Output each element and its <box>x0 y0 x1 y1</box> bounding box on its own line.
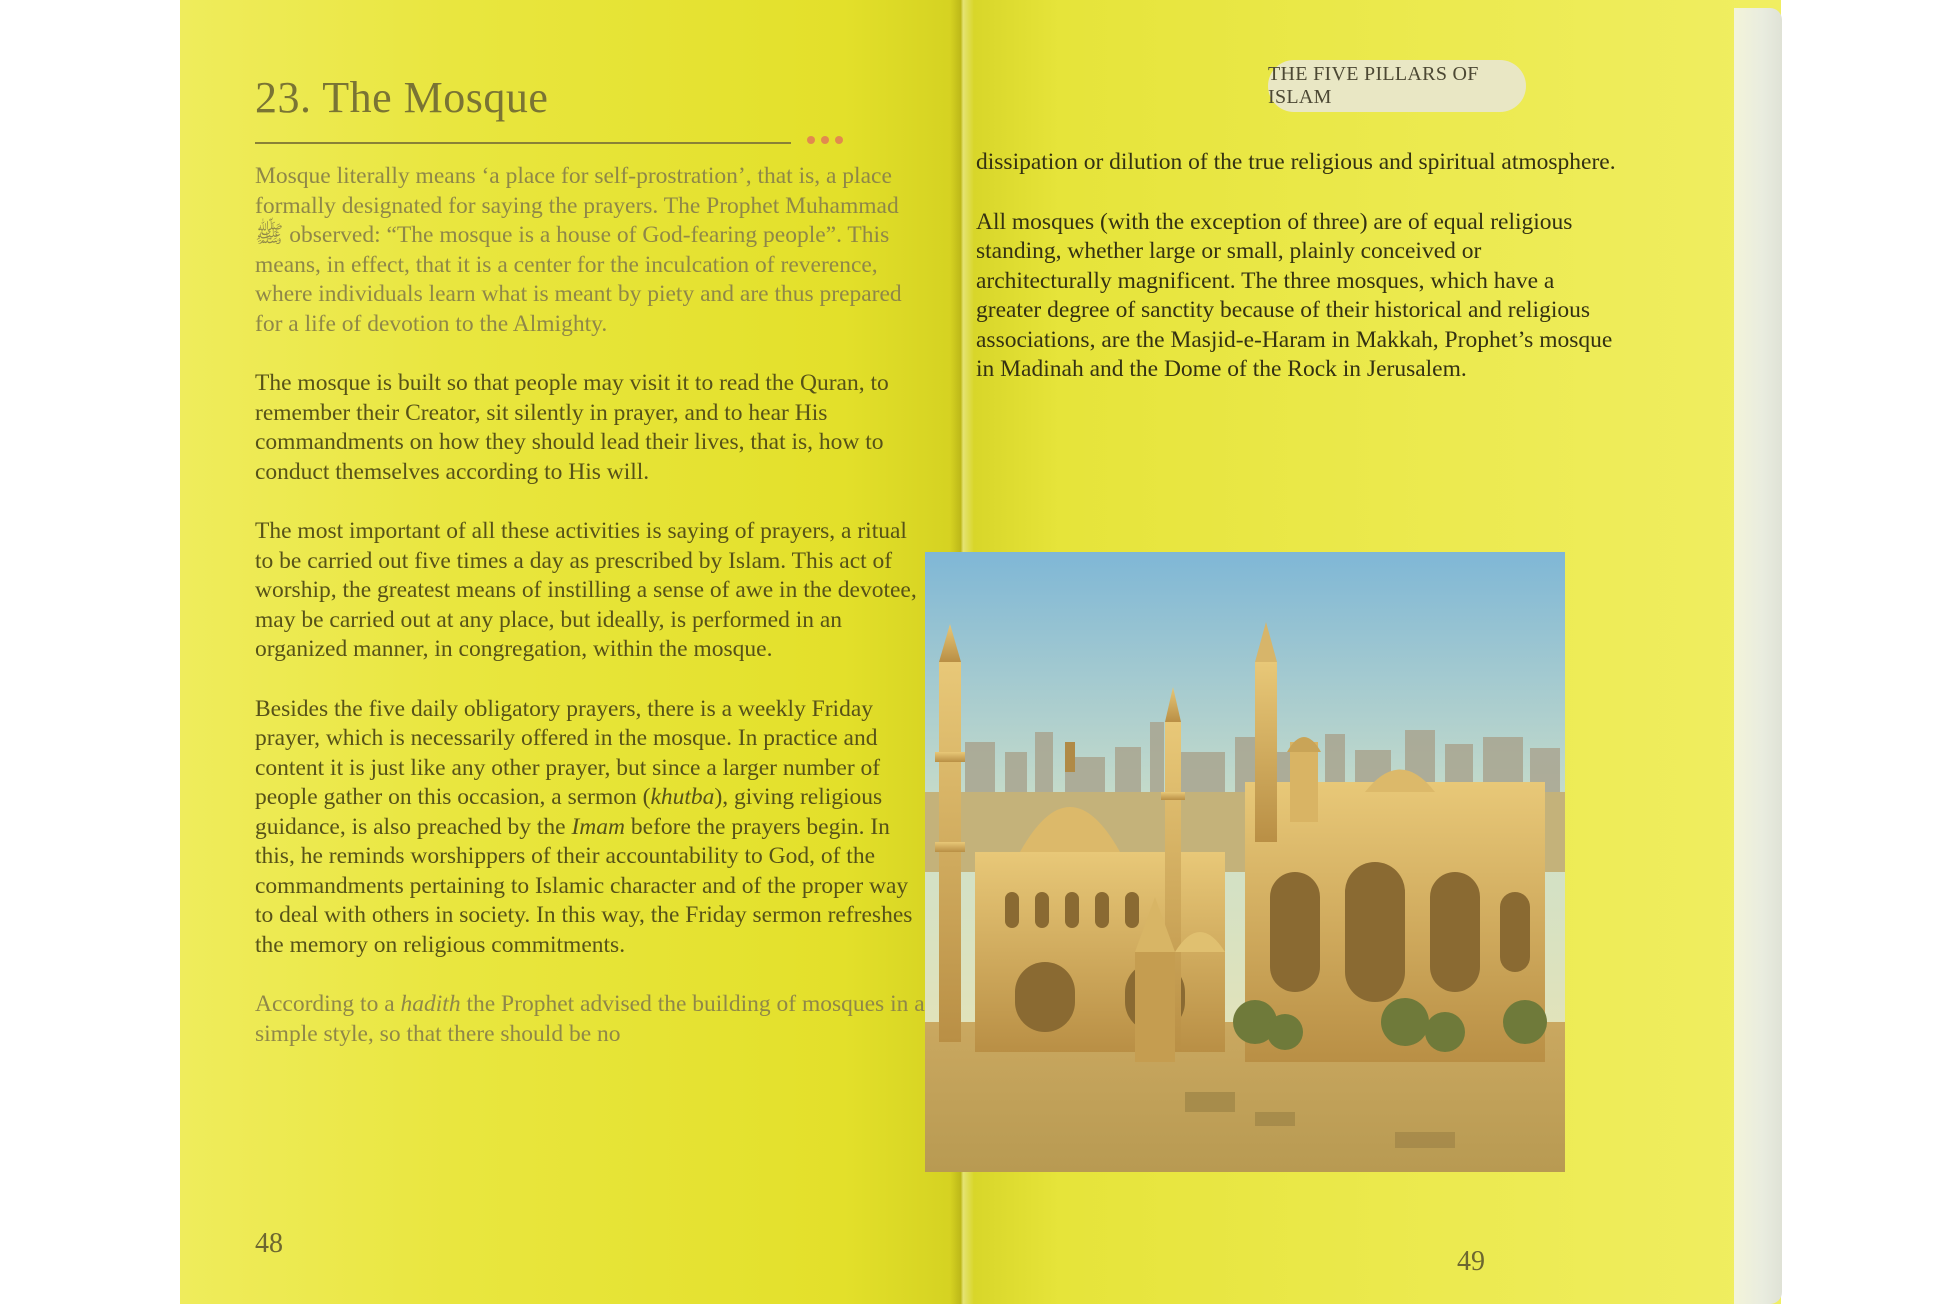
dot-icon <box>835 136 843 144</box>
para4-text-c: before the prayers begin. In this, he reminds worshippers of their accountability to God, of the commandments pertaining to Islamic character and of the proper way to deal with others in society. In this way, the Friday sermon refreshes the memory on religious commitments. <box>255 813 913 958</box>
paragraph-1: Mosque literally means ‘a place for self-prostration’, that is, a place formally designated for saying the prayers. The Prophet Muhammad ﷺ observed: “The mosque is a house of God-fearing people”. This means, in effect, that it is a center for the inculcation of reverence, where individuals learn what is meant by piety and are thus prepared for a life of devotion to the Almighty. <box>255 163 902 337</box>
para4-text-a: Besides the five daily obligatory prayers, there is a weekly Friday prayer, which is necessarily offered in the mosque. In practice and content it is just like any other prayer, but since a larger number of people gather on this occasion, a sermon ( <box>255 695 881 810</box>
decorative-dots <box>807 136 843 144</box>
mosque-cityscape-photo <box>925 552 1565 1172</box>
page-number-left: 48 <box>255 1228 283 1259</box>
left-body-text <box>255 162 925 1079</box>
dot-icon <box>821 136 829 144</box>
paragraph-5 <box>255 990 925 1049</box>
para5-text-a: According to a <box>255 991 401 1017</box>
page-edge <box>1734 8 1782 1304</box>
term-imam: Imam <box>571 813 626 840</box>
paragraph-4 <box>255 695 925 961</box>
term-hadith: hadith <box>400 991 461 1017</box>
paragraph-2: The mosque is built so that people may visit it to read the Quran, to remember their Creator, sit silently in prayer, and to hear His commandments on how they should lead their lives, that is, how to conduct themselves according to His will. <box>255 370 889 485</box>
title-underline <box>255 142 791 144</box>
section-header-pill: THE FIVE PILLARS OF ISLAM <box>1268 60 1526 112</box>
paragraph-continued: dissipation or dilution of the true religious and spiritual atmosphere. <box>976 149 1616 175</box>
open-booklet <box>180 0 1780 1304</box>
para4-text-b: ), giving religious guidance, is also preached by the <box>255 784 883 840</box>
page-number-right: 49 <box>1457 1246 1485 1277</box>
term-khutba: khutba <box>650 784 715 810</box>
paragraph-3: The most important of all these activities is saying of prayers, a ritual to be carried out five times a day as prescribed by Islam. This act of worship, the greatest means of instilling a sense of awe in the devotee, may be carried out at any place, but ideally, is performed in an organized manner, in congregation, within the mosque. <box>255 518 917 662</box>
dot-icon <box>807 136 815 144</box>
paragraph-six: All mosques (with the exception of three) are of equal religious standing, whether large or small, plainly conceived or architecturally magnificent. The three mosques, which have a greater degree of sanctity because of their historical and religious associations, are the Masjid-e-Haram in Makkah, Prophet’s mosque in Madinah and the Dome of the Rock in Jerusalem. <box>976 208 1613 382</box>
left-page <box>180 0 961 1304</box>
right-body-text <box>976 148 1616 415</box>
para5-text-b: the Prophet advised the building of mosques in a simple style, so that there should be no <box>255 991 925 1047</box>
chapter-title: 23. The Mosque <box>255 73 549 122</box>
